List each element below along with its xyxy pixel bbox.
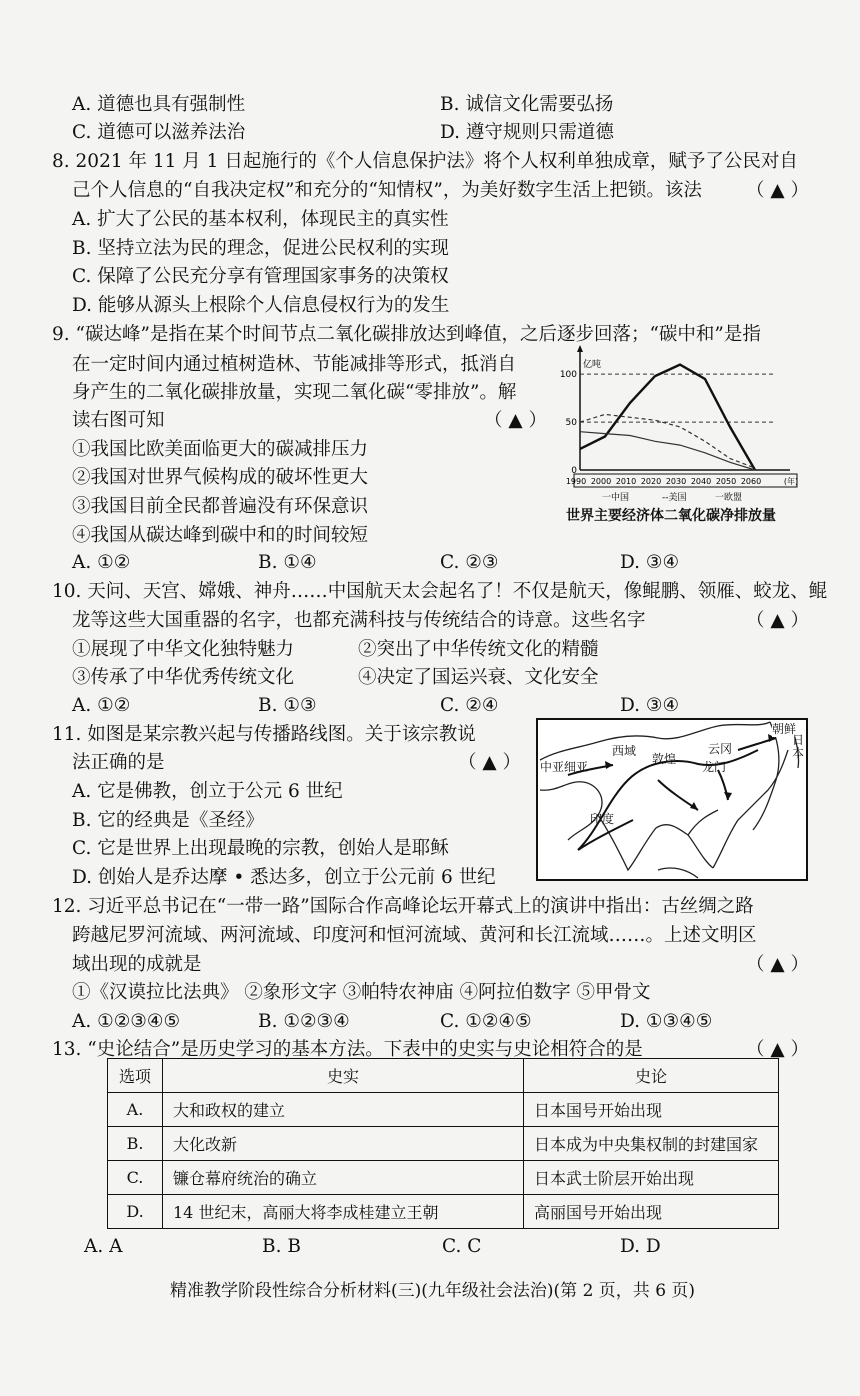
q9-stem-line3: 身产生的二氧化碳排放量，实现二氧化碳“零排放”。解 [72,382,517,403]
map-label-yindu: 印度 [590,812,615,826]
q13-option-c: C. C [442,1236,482,1257]
table-cell-argument: 日本国号开始出现 [524,1093,779,1127]
map-label-chaoxian: 朝鲜 [772,722,797,736]
q10-stem-line2: 龙等这些大国重器的名字，也都充满科技与传统结合的诗意。这些名字 [72,610,646,631]
q10-statement-1: ①展现了中华文化独特魅力 [72,639,295,660]
x-tick-label: 2020 [640,477,662,486]
x-tick-label: 2030 [665,477,687,486]
q8-option-d: D. 能够从源头上根除个人信息侵权行为的发生 [72,295,450,316]
q12-items: ①《汉谟拉比法典》 ②象形文字 ③帕特农神庙 ④阿拉伯数字 ⑤甲骨文 [72,982,651,1003]
q8-answer-slot: （ ▲ ） [746,180,809,201]
q9-statement-1: ①我国比欧美面临更大的碳减排压力 [72,439,369,460]
q8-option-c: C. 保障了公民充分享有管理国家事务的决策权 [72,266,449,287]
q7-option-c: C. 道德可以滋养法治 [72,122,246,143]
emission-chart [560,345,810,530]
legend-entry: 一中国 [602,493,630,503]
q12-option-b: B. ①②③④ [258,1011,350,1032]
q13-answer-slot: （ ▲ ） [746,1039,809,1060]
q8-option-b: B. 坚持立法为民的理念，促进公民权利的实现 [72,238,449,259]
q13-option-a: A. A [84,1236,123,1257]
x-tick-label: 2060 [740,477,762,486]
q9-stem-line2: 在一定时间内通过植树造林、节能减排等形式，抵消自 [72,354,517,375]
q9-statement-3: ③我国目前全民都普遍没有环保意识 [72,496,369,517]
series-line-中国 [580,365,755,470]
q11-stem-line1: 11. 如图是某宗教兴起与传播路线图。关于该宗教说 [52,724,476,745]
q10-option-c: C. ②④ [440,695,499,716]
q12-option-c: C. ①②④⑤ [440,1011,532,1032]
q11-option-c: C. 它是世界上出现最晚的宗教，创始人是耶稣 [72,838,449,859]
y-tick-label: 100 [560,370,577,381]
q12-option-a: A. ①②③④⑤ [72,1011,181,1032]
page-footer: 精准教学阶段性综合分析材料(三)(九年级社会法治)(第 2 页，共 6 页) [170,1281,696,1301]
emission-chart-svg [560,345,810,505]
q8-stem-line1: 8. 2021 年 11 月 1 日起施行的《个人信息保护法》将个人权利单独成章，赋予了公民对自 [52,151,798,172]
map-label-xiyu: 西域 [612,744,637,758]
q13-stem-line1: 13. “史论结合”是历史学习的基本方法。下表中的史实与史论相符合的是 [52,1039,643,1060]
q10-statement-3: ③传承了中华优秀传统文化 [72,667,295,688]
map-label-longmen: 龙门 [702,760,727,774]
x-tick-label: 1990 [565,477,587,486]
q9-stem-line1: 9. “碳达峰”是指在某个时间节点二氧化碳排放达到峰值，之后逐步回落；“碳中和”是指 [52,324,761,345]
q8-stem-line2: 己个人信息的“自我决定权”和充分的“知情权”，为美好数字生活上把锁。该法 [72,180,702,201]
q9-option-a: A. ①② [72,552,131,573]
q10-option-d: D. ③④ [620,695,680,716]
table-row [108,1195,779,1229]
q13-option-d: D. D [620,1236,661,1257]
q12-stem-line2: 跨越尼罗河流域、两河流域、印度河和恒河流域、黄河和长江流域……。上述文明区 [72,925,757,946]
table-row [108,1127,779,1161]
q9-statement-2: ②我国对世界气候构成的破坏性更大 [72,467,369,488]
table-cell-fact: 镰仓幕府统治的确立 [163,1161,524,1195]
x-axis-unit-label: (年) [783,477,799,486]
y-axis-unit-label: 亿吨 [583,360,602,370]
q11-stem-line2: 法正确的是 [72,752,165,773]
q9-stem-line4: 读右图可知 [72,410,165,431]
map-label-zhongya: 中亚细亚 [540,760,589,774]
q9-option-c: C. ②③ [440,552,499,573]
x-tick-label: 2010 [615,477,637,486]
table-cell-fact: 14 世纪末，高丽大将李成桂建立王朝 [163,1195,524,1229]
y-axis-arrow [577,345,583,352]
table-row [108,1093,779,1127]
q12-stem-line1: 12. 习近平总书记在“一带一路”国际合作高峰论坛开幕式上的演讲中指出：古丝绸之路 [52,896,754,917]
y-tick-label: 0 [571,466,577,476]
table-cell-option: B. [108,1127,163,1161]
history-table [107,1058,779,1229]
table-row [108,1161,779,1195]
q10-answer-slot: （ ▲ ） [746,610,809,631]
q11-option-b: B. 它的经典是《圣经》 [72,810,264,831]
x-tick-label: 2000 [590,477,612,486]
q10-statement-2: ②突出了中华传统文化的精髓 [358,639,599,660]
y-tick-label: 50 [565,418,577,429]
q10-statement-4: ④决定了国运兴衰、文化安全 [358,667,599,688]
table-header-fact: 史实 [163,1059,524,1093]
legend-entry: --美国 [662,493,687,503]
religion-spread-map [536,718,808,881]
q7-option-a: A. 道德也具有强制性 [72,94,246,115]
q12-option-d: D. ①③④⑤ [620,1011,713,1032]
q13-option-b: B. B [262,1236,301,1257]
q12-answer-slot: （ ▲ ） [746,954,809,975]
table-cell-fact: 大和政权的建立 [163,1093,524,1127]
x-tick-label: 2040 [690,477,712,486]
table-header-option: 选项 [108,1059,163,1093]
q10-option-a: A. ①② [72,695,131,716]
q10-stem-line1: 10. 天问、天宫、嫦娥、神舟……中国航天太会起名了！不仅是航天，像鲲鹏、领雁、蛟龙、鲲 [52,581,828,602]
q11-answer-slot: （ ▲ ） [458,752,521,773]
q11-option-a: A. 它是佛教，创立于公元 6 世纪 [72,781,343,802]
table-cell-fact: 大化改新 [163,1127,524,1161]
table-cell-argument: 高丽国号开始出现 [524,1195,779,1229]
table-cell-option: A. [108,1093,163,1127]
map-label-yungang: 云冈 [708,742,733,756]
table-cell-argument: 日本成为中央集权制的封建国家 [524,1127,779,1161]
q10-option-b: B. ①③ [258,695,317,716]
q7-option-b: B. 诚信文化需要弘扬 [440,94,614,115]
q7-option-d: D. 遵守规则只需道德 [440,122,614,143]
series-line-欧盟 [580,432,755,470]
x-tick-label: 2050 [715,477,737,486]
table-cell-option: C. [108,1161,163,1195]
table-cell-argument: 日本武士阶层开始出现 [524,1161,779,1195]
q9-option-d: D. ③④ [620,552,680,573]
q11-option-d: D. 创始人是乔达摩 • 悉达多，创立于公元前 6 世纪 [72,867,496,888]
map-label-riben: 日本 [792,733,805,760]
q8-option-a: A. 扩大了公民的基本权利，体现民主的真实性 [72,209,449,230]
q12-stem-line3: 域出现的成就是 [72,954,202,975]
map-label-dunhuang: 敦煌 [652,752,677,766]
q9-option-b: B. ①④ [258,552,317,573]
table-cell-option: D. [108,1195,163,1229]
map-svg [538,720,806,879]
legend-entry: 一欧盟 [715,493,743,503]
q9-answer-slot: （ ▲ ） [484,410,547,431]
chart-caption: 世界主要经济体二氧化碳净排放量 [566,508,776,524]
q9-statement-4: ④我国从碳达峰到碳中和的时间较短 [72,525,369,546]
table-header-row [108,1059,779,1093]
table-header-argument: 史论 [524,1059,779,1093]
